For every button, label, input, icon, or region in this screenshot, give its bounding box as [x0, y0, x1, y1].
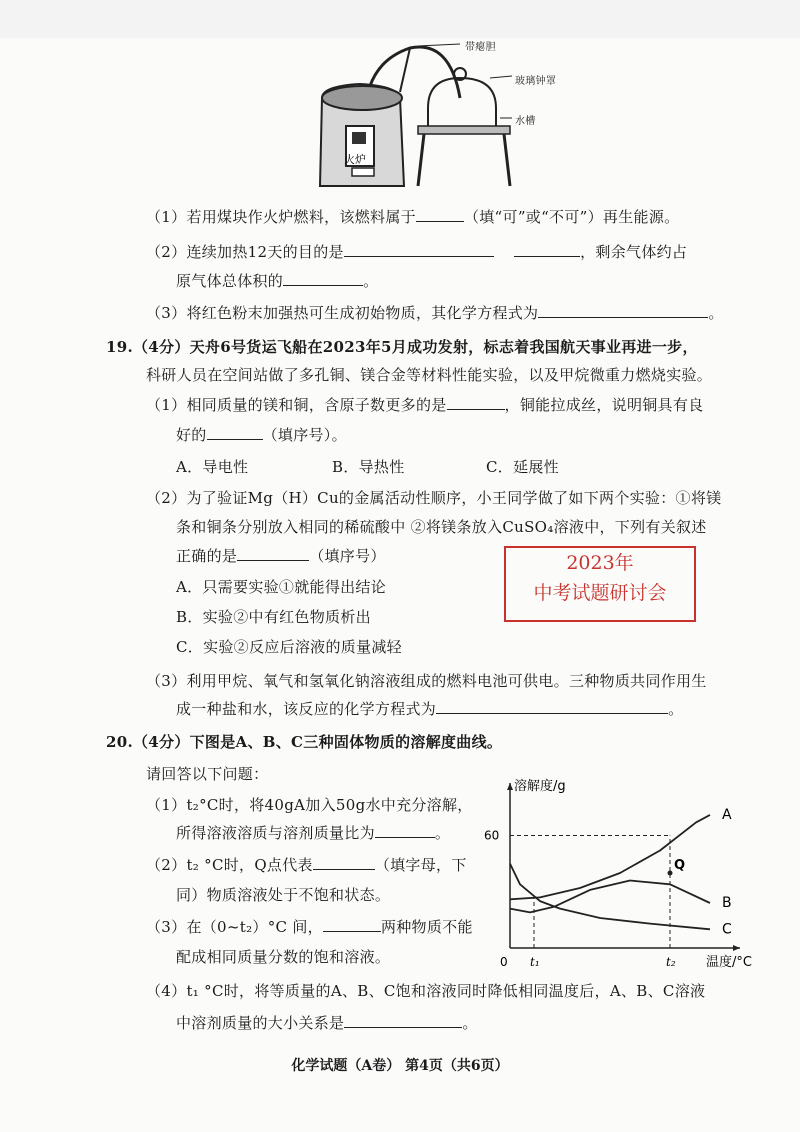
series-label: A: [722, 806, 732, 823]
x-axis-arrow: [733, 945, 740, 951]
q20-part2: （2）t₂ °C时，Q点代表 （填字母，下: [146, 856, 467, 874]
q20-intro: 请回答以下问题：: [146, 765, 269, 783]
q20-part4-cont: 中溶剂质量的大小关系是 。: [176, 1014, 478, 1032]
apparatus-label: 带瘪胆: [465, 42, 496, 53]
q19-option: A．导电性: [176, 458, 249, 476]
curve-c: [510, 864, 710, 930]
q19-option: B．实验②中有红色物质析出: [176, 608, 371, 626]
q20-part1: （1）t₂°C时，将40gA加入50g水中充分溶解，: [146, 796, 473, 814]
series-label: B: [722, 895, 732, 911]
q20-part4: （4）t₁ °C时，将等质量的A、B、C饱和溶液同时降低相同温度后，A、B、C溶液: [146, 982, 706, 1000]
apparatus-label: 水槽: [515, 116, 536, 127]
q18-part3: （3）将红色粉末加强热可生成初始物质，其化学方程式为 。: [146, 304, 724, 322]
x-tick-label: t₂: [666, 955, 676, 969]
watermark-stamp: 2023年 中考试题研讨会: [504, 546, 696, 622]
y-axis-label: 溶解度/g: [514, 779, 566, 794]
curve-b: [510, 881, 710, 913]
q19-option: C．实验②反应后溶液的质量减轻: [176, 638, 402, 656]
q20-part2-cont: 同）物质溶液处于不饱和状态。: [176, 886, 391, 904]
page-footer: 化学试题（A卷） 第4页（共6页）: [291, 1058, 509, 1074]
q19-head-cont: 科研人员在空间站做了多孔铜、镁合金等材料性能实验，以及甲烷微重力燃烧实验。: [146, 366, 713, 384]
q18-part2-cont: 原气体总体积的 。: [176, 272, 379, 290]
q20-part3: （3）在（0~t₂）°C 间， 两种物质不能: [146, 918, 473, 936]
q19-option: A．只需要实验①就能得出结论: [176, 578, 387, 596]
q19-option: B．导热性: [332, 458, 405, 476]
q19-part2-cont: 条和铜条分别放入相同的稀硫酸中 ②将镁条放入CuSO₄溶液中，下列有关叙述: [176, 518, 707, 536]
y-tick-label: 60: [484, 828, 500, 843]
q19-part3: （3）利用甲烷、氧气和氢氧化钠溶液组成的燃料电池可供电。三种物质共同作用生: [146, 672, 707, 690]
x-axis-label: 温度/°C: [706, 955, 752, 970]
q20-head: 20.（4分）下图是A、B、C三种固体物质的溶解度曲线。: [106, 733, 503, 751]
q19-part3-cont: 成一种盐和水，该反应的化学方程式为 。: [176, 700, 684, 718]
apparatus-label: 玻璃钟罩: [515, 76, 557, 87]
q19-part2: （2）为了验证Mg（H）Cu的金属活动性顺序，小王同学做了如下两个实验：①将镁: [146, 489, 722, 507]
q18-part1: （1）若用煤块作火炉燃料，该燃料属于 （填“可”或“不可”）再生能源。: [146, 208, 680, 226]
q-point-label: Q: [674, 858, 686, 873]
x-tick-label: t₁: [530, 955, 540, 969]
y-axis-arrow: [507, 783, 513, 790]
q19-part1-cont: 好的 （填序号）。: [176, 426, 347, 444]
apparatus-illustration: [300, 38, 550, 198]
q19-part1: （1）相同质量的镁和铜，含原子数更多的是 ，铜能拉成丝，说明铜具有良: [146, 396, 704, 414]
q20-part1-cont: 所得溶液溶质与溶剂质量比为 。: [176, 824, 451, 842]
solubility-chart: [480, 768, 760, 978]
origin-label: 0: [500, 955, 508, 969]
q19-option: C．延展性: [486, 458, 559, 476]
q20-part3-cont: 配成相同质量分数的饱和溶液。: [176, 948, 391, 966]
q-point: [668, 871, 673, 876]
q18-part2: （2）连续加热12天的目的是 ，剩余气体约占: [146, 243, 688, 261]
q19-head: 19.（4分）天舟6号货运飞船在2023年5月成功发射，标志着我国航天事业再进一步，: [106, 338, 698, 356]
q19-part2-cont2: 正确的是 （填序号）: [176, 547, 386, 565]
stove-label: 火炉: [344, 153, 366, 166]
series-label: C: [722, 921, 732, 938]
